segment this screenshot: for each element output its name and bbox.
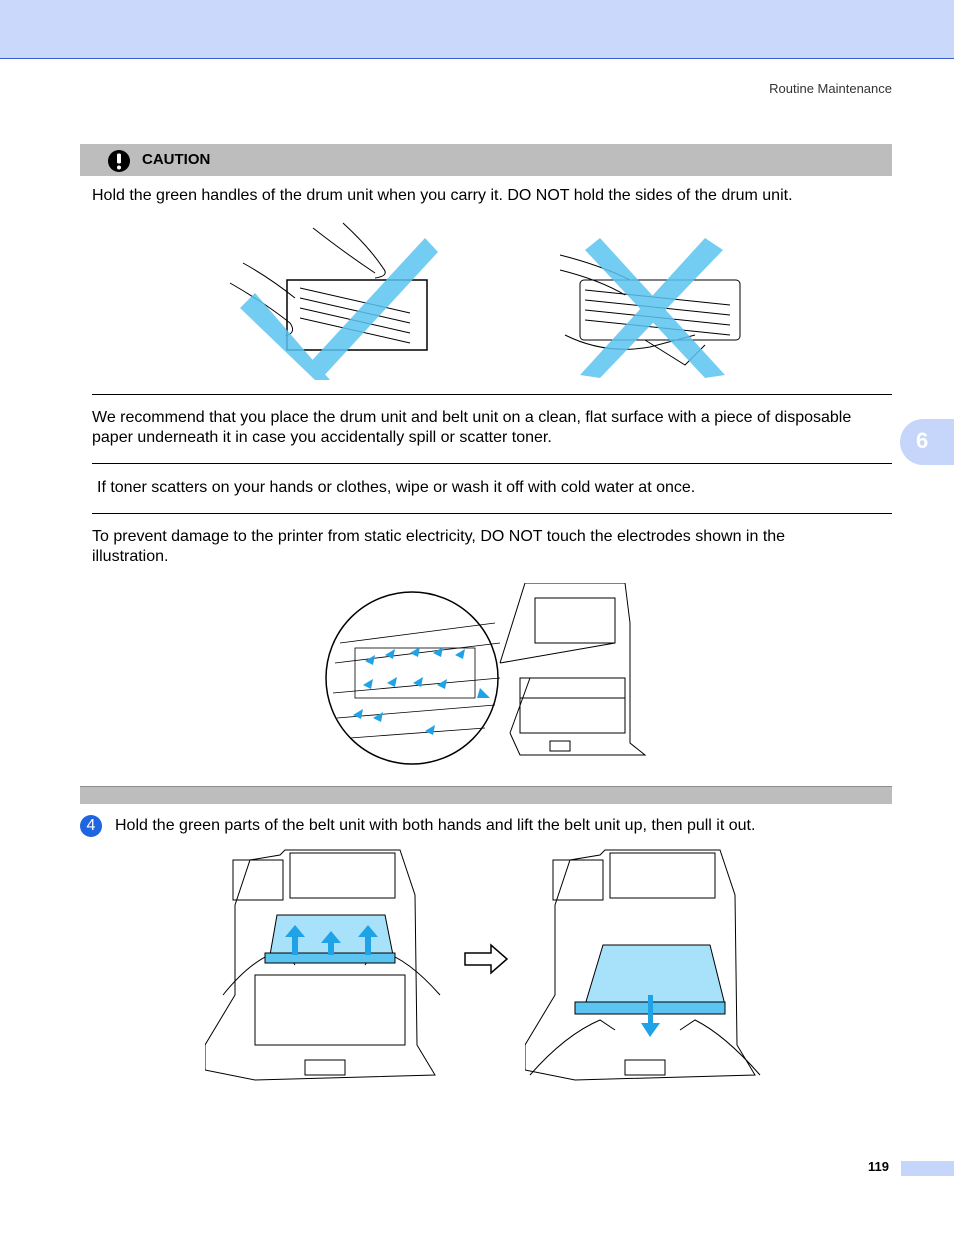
divider	[92, 463, 892, 464]
page-number: 119	[868, 1159, 889, 1174]
divider	[92, 394, 892, 395]
caution-label: CAUTION	[142, 151, 211, 168]
step-number-badge: 4	[80, 815, 102, 837]
note-static-line1: To prevent damage to the printer from static electricity, DO NOT touch the electrodes shown in the	[92, 528, 786, 545]
page-number-tab	[901, 1161, 954, 1176]
section-title: Routine Maintenance	[769, 81, 892, 96]
electrodes-illustration	[325, 583, 650, 773]
caution-text: Hold the green handles of the drum unit when you carry it. DO NOT hold the sides of the drum unit.	[92, 187, 793, 204]
caution-icon	[107, 149, 131, 173]
step-instruction: Hold the green parts of the belt unit with both hands and lift the belt unit up, then pull it out.	[115, 817, 756, 834]
drum-unit-hold-sides-illustration	[225, 218, 440, 383]
note-static-line2: illustration.	[92, 548, 169, 565]
belt-unit-lift-illustration	[205, 845, 445, 1085]
arrow-right-icon	[463, 943, 509, 975]
chapter-number: 6	[916, 428, 929, 453]
drum-unit-hold-bottom-illustration	[555, 235, 750, 380]
section-bar-line	[80, 786, 892, 787]
note-clean-surface-line1: We recommend that you place the drum unit and belt unit on a clean, flat surface with a piece of disposable	[92, 409, 852, 426]
divider	[92, 513, 892, 514]
section-bar	[80, 786, 892, 804]
top-header-band	[0, 0, 954, 59]
belt-unit-pull-out-illustration	[525, 845, 765, 1085]
note-toner-scatter: If toner scatters on your hands or clothes, wipe or wash it off with cold water at once.	[97, 479, 696, 496]
note-clean-surface-line2: paper underneath it in case you accidentally spill or scatter toner.	[92, 429, 552, 446]
